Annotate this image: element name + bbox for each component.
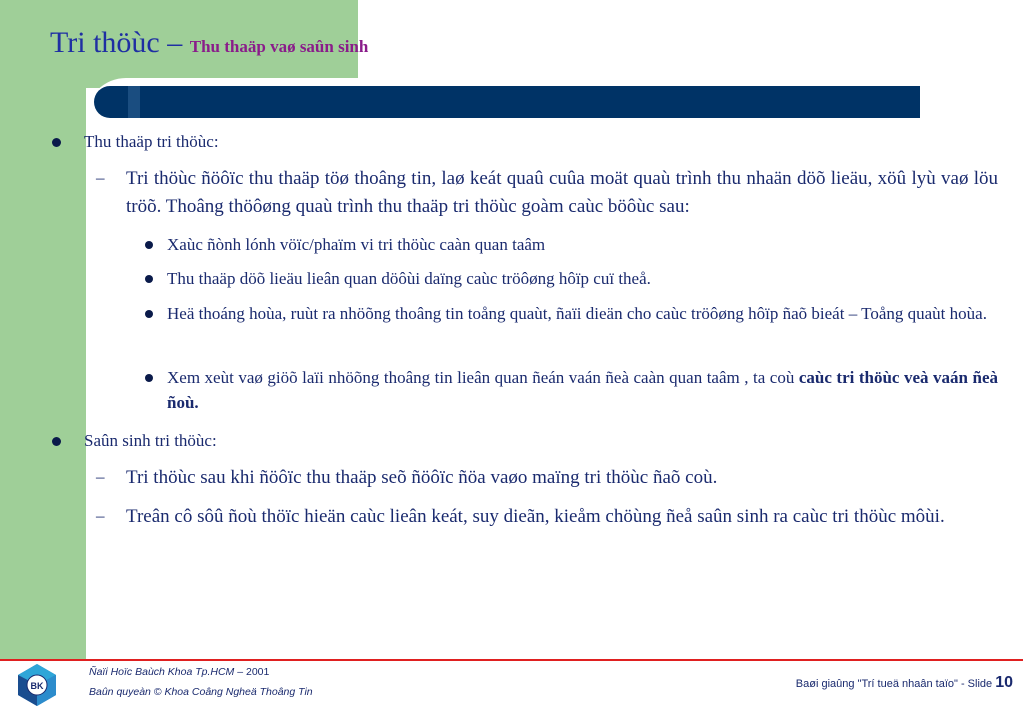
footer-lecture-title: Baøi giaûng "Trí tueä nhaân taïo" - Slide — [795, 678, 996, 690]
bullet-level3: Thu thaäp döõ lieäu lieân quan döôùi daïng caùc tröôøng hôïp cuï theå. — [167, 269, 651, 288]
bullet-text: Xem xeùt vaø giöõ laïi nhöõng thoâng tin lieân quan ñeán vaán ñeà caàn quan taâm , ta coù — [167, 368, 799, 387]
bullet-dot-icon — [52, 138, 61, 147]
bullet-level3 — [167, 366, 998, 415]
bullet-level2: Tri thöùc sau khi ñöôïc thu thaäp seõ ñöôïc ñöa vaøo maïng tri thöùc ñaõ coù. — [126, 467, 718, 488]
bullet-dot-icon — [145, 374, 153, 382]
dash-bullet-icon: – — [96, 168, 105, 187]
dash-bullet-icon: – — [96, 506, 105, 525]
bullet-dot-icon — [145, 241, 153, 249]
footer-university — [89, 666, 269, 678]
bullet-bold-text: caùc tri thöùc veà vaán ñeà ñoù. — [167, 368, 999, 412]
bullet-dot-icon — [52, 437, 61, 446]
bullet-level2: Treân cô sôû ñoù thöïc hieän caùc lieân keát, suy dieãn, kieåm chöùng ñeå saûn sinh ra caùc tri thöùc môùi. — [126, 506, 945, 527]
footer-slide-info — [796, 674, 1013, 692]
slide-title-sub: Thu thaäp vaø saûn sinh — [189, 37, 369, 56]
bullet-level2: Tri thöùc ñöôïc thu thaäp töø thoâng tin, laø keát quaû cuûa moät quaù trình thu nhaän döõ lieäu, xöû lyù vaø löu tröõ. Thoâng thöôøng quaù trình thu thaäp tri thöùc goàm caùc böôùc sau: — [126, 168, 998, 217]
bullet-level3: Xaùc ñònh lónh vöïc/phaïm vi tri thöùc caàn quan taâm — [167, 235, 546, 254]
bullet-level3: Heä thoáng hoùa, ruùt ra nhöõng thoâng tin toång quaùt, ñaïi dieän cho caùc tröôøng hôïp ñaõ bieát – Toång quaùt hoùa. — [167, 304, 987, 323]
dash-bullet-icon: – — [96, 467, 105, 486]
bullet-dot-icon — [145, 310, 153, 318]
footer-rule — [0, 659, 1023, 661]
slide-number: 10 — [995, 674, 1013, 691]
bullet-level1: Saûn sinh tri thöùc: — [84, 431, 217, 450]
bullet-dot-icon — [145, 275, 153, 283]
slide-title-main: Tri thöùc – — [50, 26, 190, 59]
bullet-level1: Thu thaäp tri thöùc: — [84, 132, 219, 151]
footer-year: – 2001 — [234, 666, 270, 678]
footer-copyright: Baûn quyeàn © Khoa Coâng Ngheä Thoâng Tin — [89, 686, 313, 698]
logo-text: BK — [30, 681, 44, 691]
footer-university-name: Ñaïi Hoïc Baùch Khoa Tp.HCM — [89, 666, 235, 678]
university-logo-icon — [14, 662, 60, 708]
